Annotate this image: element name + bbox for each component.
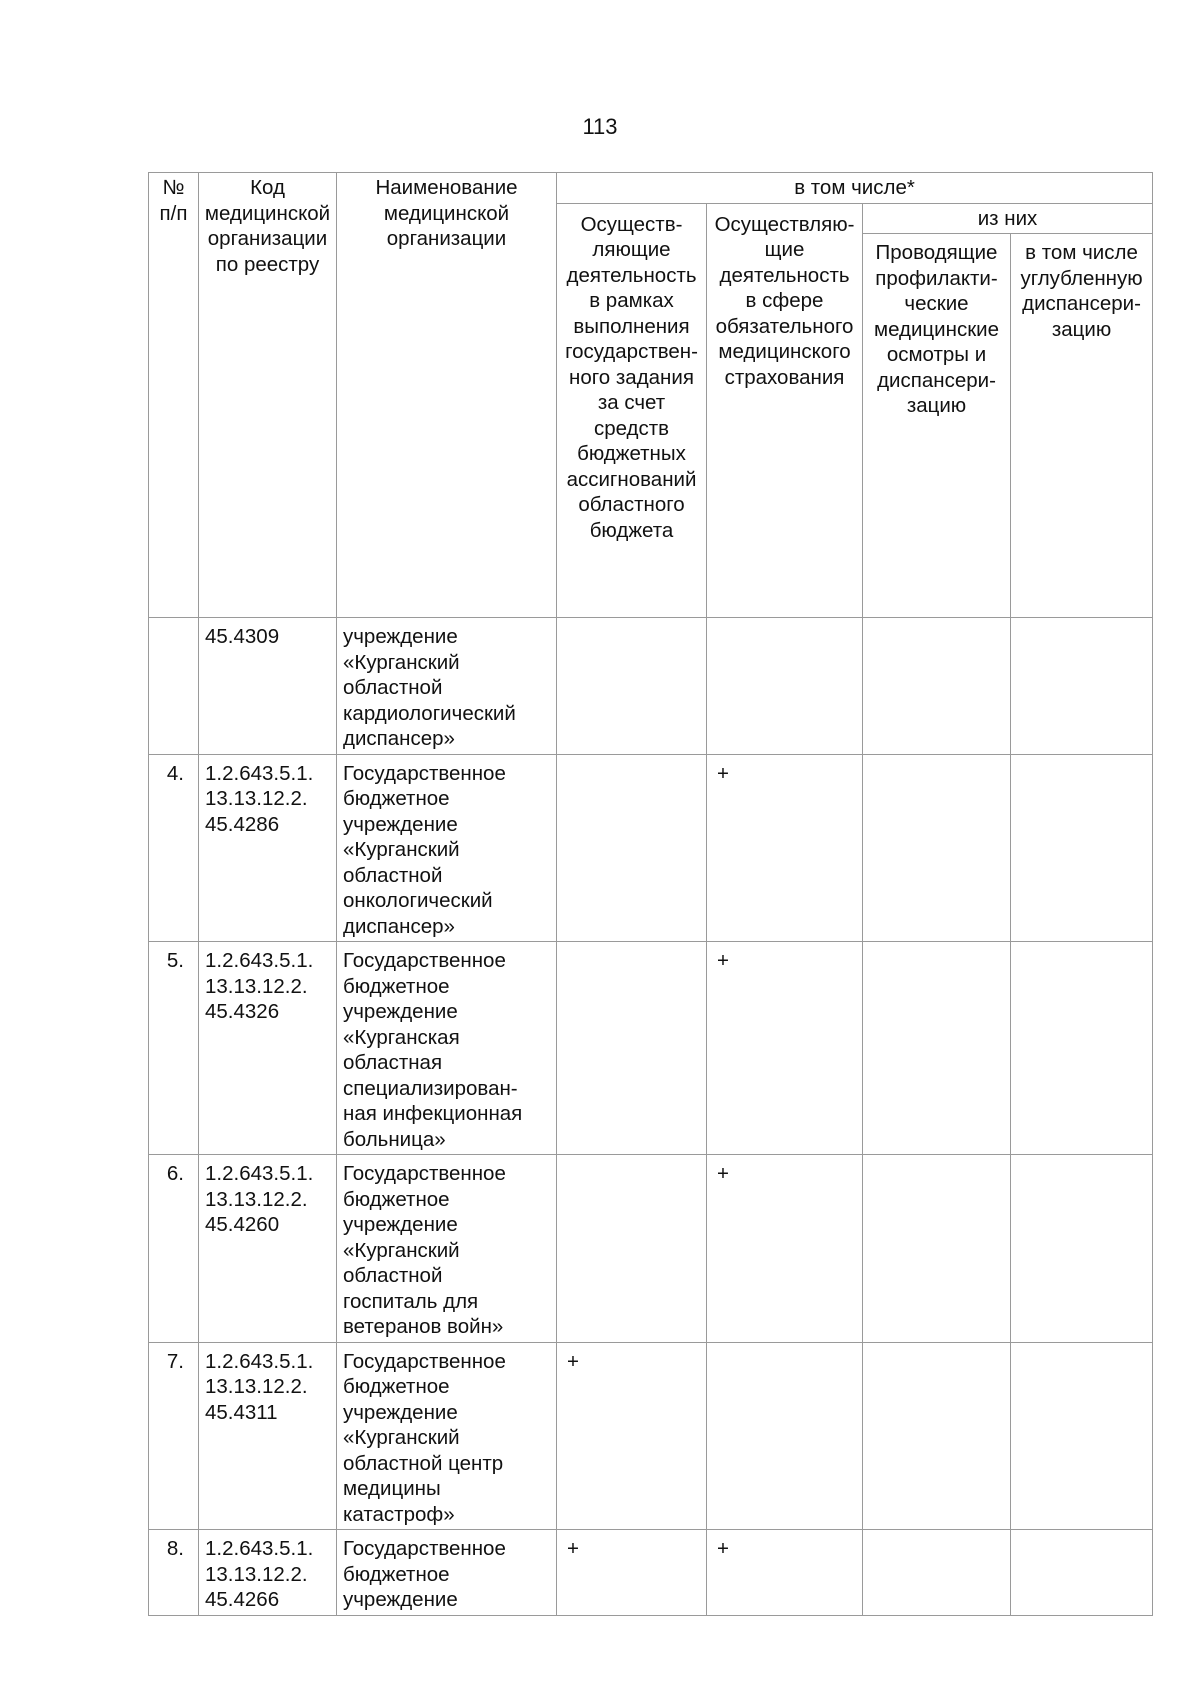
org-name: Государственное бюджетное учреждение «Курганская областная специализирован- ная инфекционная больница» <box>337 942 557 1155</box>
org-code: 1.2.643.5.1. 13.13.12.2. 45.4286 <box>199 754 337 942</box>
row-number: 5. <box>149 942 199 1155</box>
prof-mark <box>863 942 1011 1155</box>
oms-mark <box>707 1342 863 1530</box>
org-code: 45.4309 <box>199 618 337 755</box>
oms-mark <box>707 618 863 755</box>
row-number: 8. <box>149 1530 199 1616</box>
header-budget: Осуществ- ляющие деятельность в рамках выполнения государствен- ного задания за счет средств бюджетных ассигнований областного бюджета <box>557 203 707 618</box>
deep-mark <box>1011 1342 1153 1530</box>
budget-mark: + <box>557 1342 707 1530</box>
header-deep: в том числе углубленную диспансери- зацию <box>1011 234 1153 618</box>
page-number: 113 <box>582 114 618 139</box>
oms-mark: + <box>707 942 863 1155</box>
prof-mark <box>863 618 1011 755</box>
table-row <box>149 1155 1153 1343</box>
header-code: Код медицинской организации по реестру <box>199 173 337 618</box>
header-of-them: из них <box>863 203 1153 234</box>
deep-mark <box>1011 942 1153 1155</box>
header-num: № п/п <box>149 173 199 618</box>
oms-mark: + <box>707 1530 863 1616</box>
oms-mark: + <box>707 1155 863 1343</box>
oms-mark: + <box>707 754 863 942</box>
deep-mark <box>1011 1155 1153 1343</box>
org-name: Государственное бюджетное учреждение «Курганский областной госпиталь для ветеранов войн» <box>337 1155 557 1343</box>
budget-mark <box>557 754 707 942</box>
header-oms: Осуществляю- щие деятельность в сфере обязательного медицинского страхования <box>707 203 863 618</box>
header-including: в том числе* <box>557 173 1153 204</box>
medical-organizations-table <box>148 172 1153 1616</box>
row-number <box>149 618 199 755</box>
prof-mark <box>863 1530 1011 1616</box>
deep-mark <box>1011 1530 1153 1616</box>
table-row <box>149 618 1153 755</box>
header-prof: Проводящие профилакти- ческие медицинские осмотры и диспансери- зацию <box>863 234 1011 618</box>
budget-mark <box>557 618 707 755</box>
row-number: 6. <box>149 1155 199 1343</box>
header-name: Наименование медицинской организации <box>337 173 557 618</box>
prof-mark <box>863 1155 1011 1343</box>
org-code: 1.2.643.5.1. 13.13.12.2. 45.4326 <box>199 942 337 1155</box>
table-row <box>149 942 1153 1155</box>
row-number: 7. <box>149 1342 199 1530</box>
deep-mark <box>1011 618 1153 755</box>
org-name: Государственное бюджетное учреждение «Курганский областной центр медицины катастроф» <box>337 1342 557 1530</box>
table-row <box>149 1342 1153 1530</box>
deep-mark <box>1011 754 1153 942</box>
header-row-1 <box>149 173 1153 204</box>
org-name: Государственное бюджетное учреждение «Курганский областной онкологический диспансер» <box>337 754 557 942</box>
org-name: Государственное бюджетное учреждение <box>337 1530 557 1616</box>
budget-mark <box>557 942 707 1155</box>
org-code: 1.2.643.5.1. 13.13.12.2. 45.4260 <box>199 1155 337 1343</box>
org-code: 1.2.643.5.1. 13.13.12.2. 45.4266 <box>199 1530 337 1616</box>
budget-mark <box>557 1155 707 1343</box>
budget-mark: + <box>557 1530 707 1616</box>
prof-mark <box>863 1342 1011 1530</box>
org-code: 1.2.643.5.1. 13.13.12.2. 45.4311 <box>199 1342 337 1530</box>
prof-mark <box>863 754 1011 942</box>
table-row <box>149 1530 1153 1616</box>
row-number: 4. <box>149 754 199 942</box>
org-name: учреждение «Курганский областной кардиологический диспансер» <box>337 618 557 755</box>
table-row <box>149 754 1153 942</box>
